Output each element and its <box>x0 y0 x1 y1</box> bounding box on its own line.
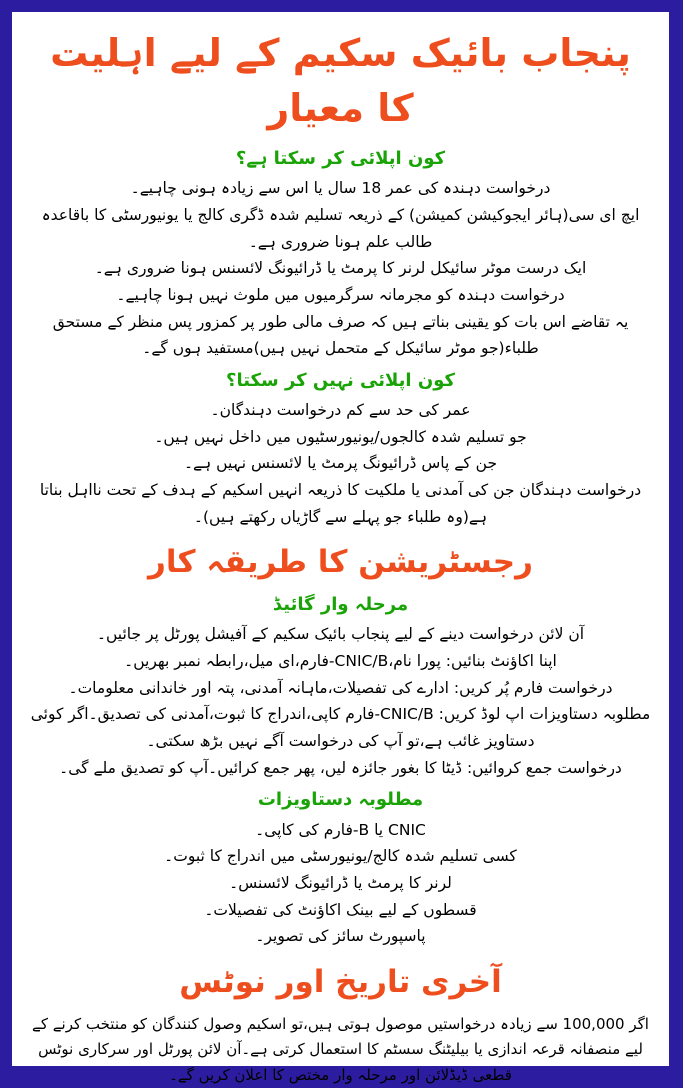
eligibility-line: ایک درست موٹر سائیکل لرنر کا پرمٹ یا ڈرائیونگ لائسنس ہونا ضروری ہے۔ <box>94 259 587 278</box>
guide-line: درخواست جمع کروائیں: ڈیٹا کا بغور جائزہ لیں، پھر جمع کرائیں۔آپ کو تصدیق ملے گی۔ <box>59 758 622 777</box>
doc-line: کسی تسلیم شدہ کالج/یونیورسٹی میں اندراج کا ثبوت۔ <box>164 847 517 866</box>
page-title: پنجاب بائیک سکیم کے لیے اہلیت کا معیار <box>50 31 631 131</box>
not-eligible-line: جو تسلیم شدہ کالجوں/یونیورسٹیوں میں داخل نہیں ہیں۔ <box>154 427 527 446</box>
eligibility-line: درخواست دہندہ کی عمر 18 سال یا اس سے زیادہ ہونی چاہیے۔ <box>130 179 551 198</box>
registration-heading: رجسٹریشن کا طریقہ کار <box>148 544 533 581</box>
eligibility-line: یہ تقاضے اس بات کو یقینی بناتے ہیں کہ صرف مالی طور پر کمزور پس منظر کے مستحق طلباء(جو موٹر سائیکل کے متحمل نہیں ہیں)مستفید ہوں گے۔ <box>52 312 629 358</box>
doc-line: پاسپورٹ سائز کی تصویر۔ <box>255 927 426 946</box>
poster-frame <box>12 12 669 1084</box>
doc-line: لرنر کا پرمٹ یا ڈرائیونگ لائسنس۔ <box>229 873 452 892</box>
deadline-heading: آخری تاریخ اور نوٹس <box>179 963 502 1000</box>
not-eligible-line: عمر کی حد سے کم درخواست دہندگان۔ <box>210 401 471 420</box>
step-guide-heading: مرحلہ وار گائیڈ <box>272 594 409 616</box>
required-docs-heading: مطلوبہ دستاویزات <box>257 789 424 811</box>
guide-line: مطلوبہ دستاویزات اپ لوڈ کریں: CNIC/B-فارم کاپی،اندراج کا ثبوت،آمدنی کی تصدیق۔اگر کوئی دستاویز غائب ہے،تو آپ کی درخواست آگے نہیں بڑھ سکتی۔ <box>30 705 651 751</box>
guide-line: آن لائن درخواست دینے کے لیے پنجاب بائیک سکیم کے آفیشل پورٹل پر جائیں۔ <box>96 625 585 644</box>
deadline-note: اگر 100,000 سے زیادہ درخواستیں موصول ہوتی ہیں،تو اسکیم وصول کنندگان کو منتخب کرنے کے لیے منصفانہ قرعہ اندازی یا بیلیٹنگ سسٹم کا استعمال کرتی ہے۔آن لائن پورٹل اور سرکاری نوٹس قطعی ڈیڈلائن اور مرحلہ وار مختص کا اعلان کریں گے۔ <box>32 1014 649 1084</box>
who-cannot-apply-heading: کون اپلائی نہیں کر سکتا؟ <box>226 369 455 391</box>
guide-line: اپنا اکاؤنٹ بنائیں: پورا نام،CNIC/B-فارم،ای میل،رابطہ نمبر بھریں۔ <box>124 652 557 671</box>
eligibility-line: درخواست دہندہ کو مجرمانہ سرگرمیوں میں ملوث نہیں ہونا چاہیے۔ <box>116 286 565 304</box>
guide-line: درخواست فارم پُر کریں: ادارے کی تفصیلات،ماہانہ آمدنی، پتہ اور خاندانی معلومات۔ <box>68 678 613 697</box>
doc-line: CNIC یا B-فارم کی کاپی۔ <box>255 820 426 839</box>
not-eligible-line: درخواست دہندگان جن کی آمدنی یا ملکیت کا ذریعہ انہیں اسکیم کے ہدف کے تحت نااہل بناتا ہے(وہ طلباء جو پہلے سے گاڑیاں رکھتے ہیں)۔ <box>39 481 642 526</box>
doc-line: قسطوں کے لیے بینک اکاؤنٹ کی تفصیلات۔ <box>204 900 477 919</box>
not-eligible-line: جن کے پاس ڈرائیونگ پرمٹ یا لائسنس نہیں ہے۔ <box>183 454 498 473</box>
eligibility-line: ایچ ای سی(ہائر ایجوکیشن کمیشن) کے ذریعہ تسلیم شدہ ڈگری کالج یا یونیورسٹی کا باقاعدہ طالب علم ہونا ضروری ہے۔ <box>41 206 640 251</box>
who-can-apply-heading: کون اپلائی کر سکتا ہے؟ <box>235 148 446 170</box>
